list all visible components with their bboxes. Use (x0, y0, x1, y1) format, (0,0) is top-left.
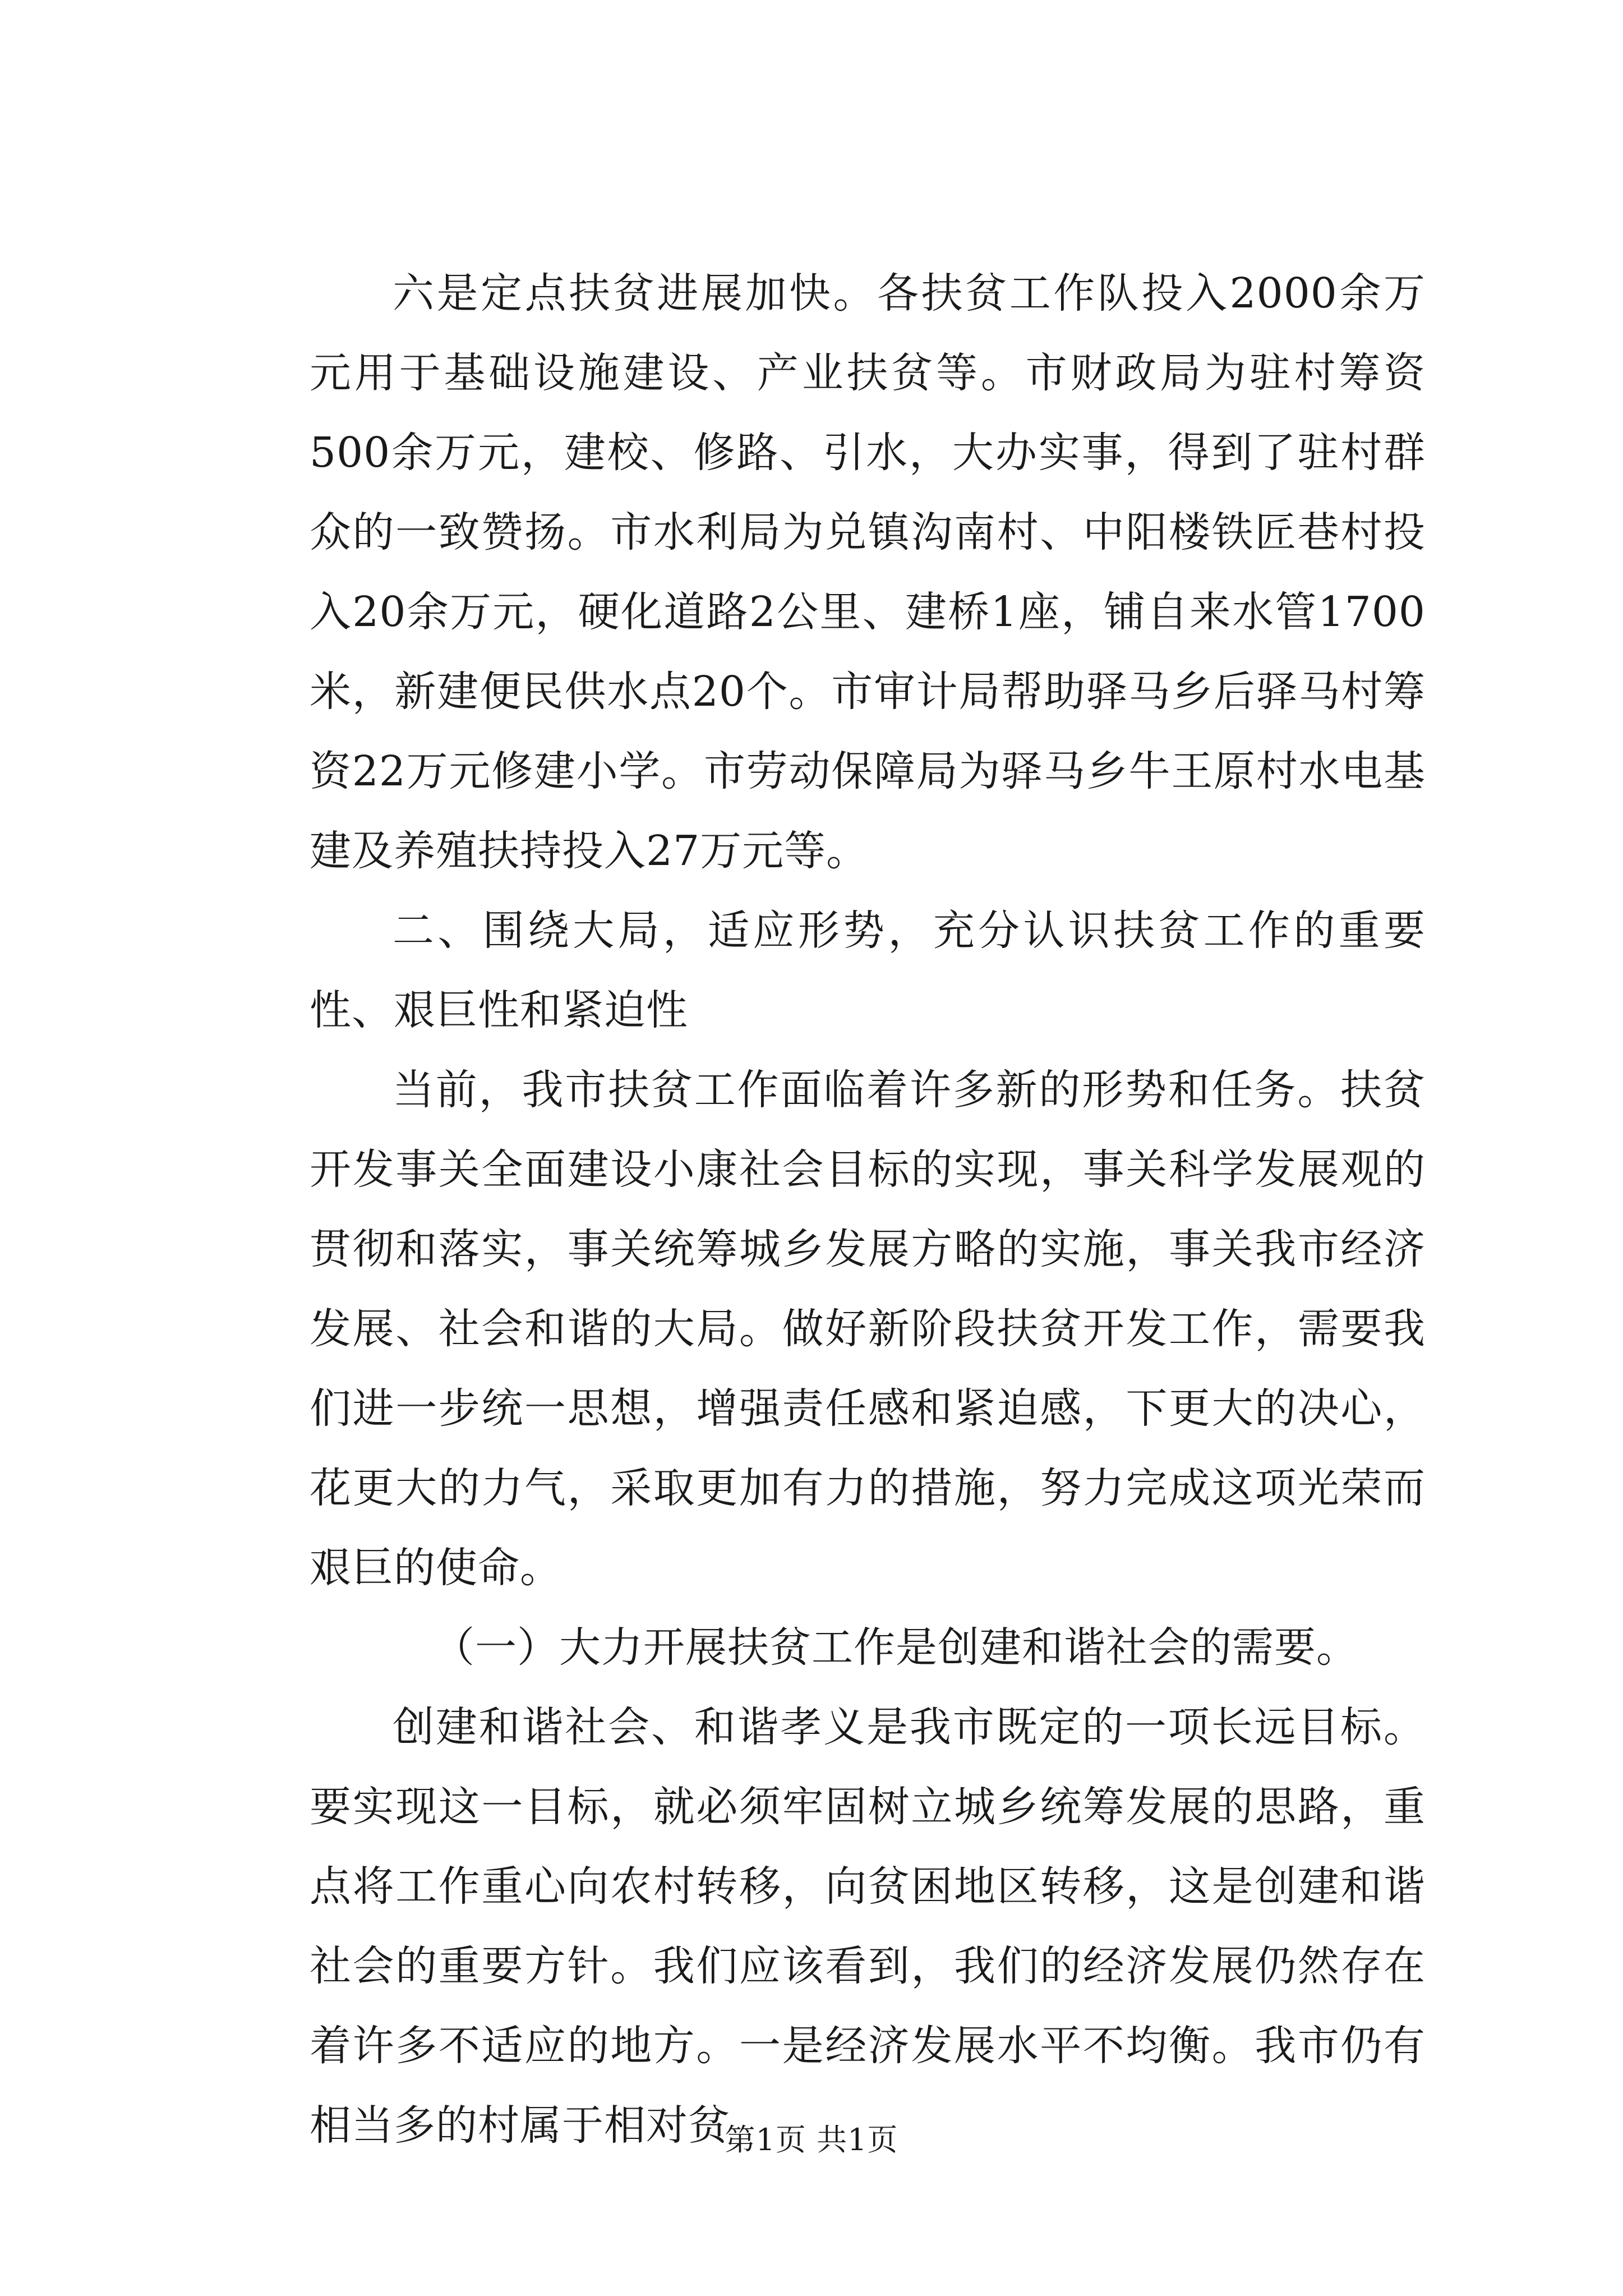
subsection-heading-one: （一）大力开展扶贫工作是创建和谐社会的需要。 (433, 1623, 1358, 1672)
section-heading-two: 二、围绕大局，适应形势，充分认识扶贫工作的重要性、艰巨性和紧迫性 (310, 907, 1426, 1034)
paragraph-current-situation: 当前，我市扶贫工作面临着许多新的形势和任务。扶贫开发事关全面建设小康社会目标的实现，事关科学发展观的贯彻和落实，事关统筹城乡发展方略的实施，事关我市经济发展、社会和谐的大局。做好新阶段扶贫开发工作，需要我们进一步统一思想，增强责任感和紧迫感，下更大的决心，花更大的力气，采取更加有力的措施，努力完成这项光荣而艰巨的使命。 (310, 1066, 1426, 1592)
paragraph-harmonious-society: 创建和谐社会、和谐孝义是我市既定的一项长远目标。要实现这一目标，就必须牢固树立城乡统筹发展的思路，重点将工作重心向农村转移，向贫困地区转移，这是创建和谐社会的重要方针。我们应该看到，我们的经济发展仍然存在着许多不适应的地方。一是经济发展水平不均衡。我市仍有相当多的村属于相对贫 (310, 1703, 1426, 2150)
document-body (310, 254, 1426, 2165)
page-footer: 第1页 共1页 (725, 2122, 898, 2157)
paragraph-targeted-poverty-progress: 六是定点扶贫进展加快。各扶贫工作队投入2000余万元用于基础设施建设、产业扶贫等。市财政局为驻村筹资500余万元，建校、修路、引水，大办实事，得到了驻村群众的一致赞扬。市水利局为兑镇沟南村、中阳楼铁匠巷村投入20余万元，硬化道路2公里、建桥1座，铺自来水管1700米，新建便民供水点20个。市审计局帮助驿马乡后驿马村筹资22万元修建小学。市劳动保障局为驿马乡牛王原村水电基建及养殖扶持投入27万元等。 (310, 269, 1426, 875)
